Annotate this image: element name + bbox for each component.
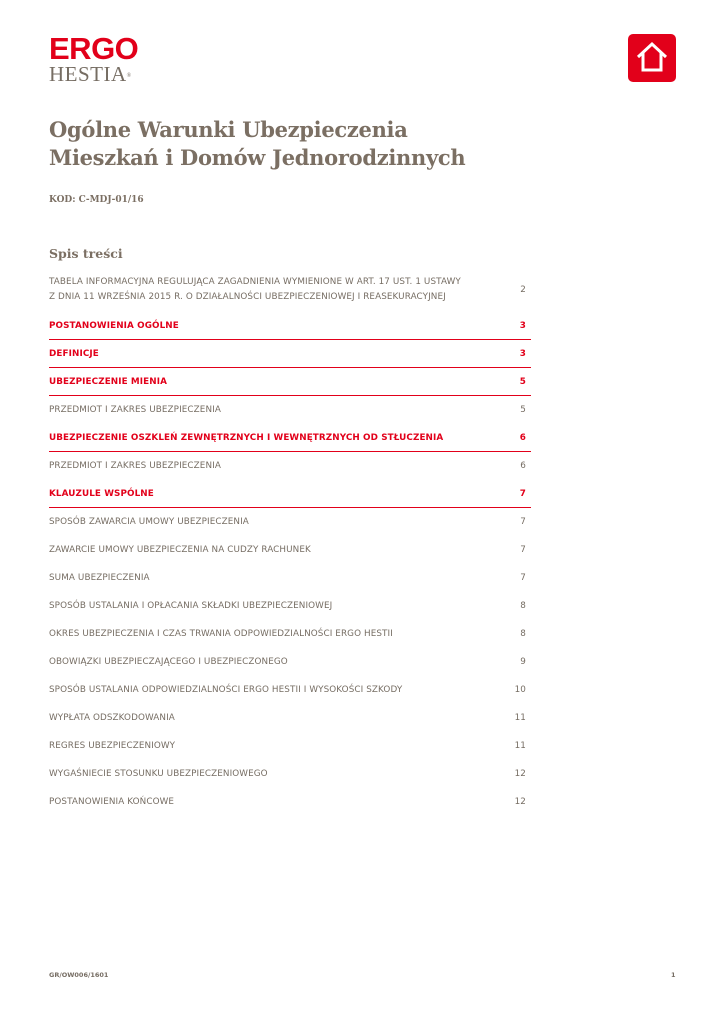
toc-item-page: 7 xyxy=(520,545,526,555)
toc-item[interactable] xyxy=(49,648,531,676)
document-title xyxy=(49,116,465,172)
toc-item-page: 9 xyxy=(520,657,526,667)
toc-item-page: 8 xyxy=(520,629,526,639)
toc-item[interactable] xyxy=(49,676,531,704)
toc-item-label xyxy=(49,275,461,305)
toc-item-page: 6 xyxy=(520,461,526,471)
toc-item-page: 12 xyxy=(514,797,526,807)
footer-page-number: 1 xyxy=(671,971,676,979)
toc-item-label: ZAWARCIE UMOWY UBEZPIECZENIA NA CUDZY RACHUNEK xyxy=(49,545,311,555)
toc-item-page: 10 xyxy=(514,685,526,695)
toc-item-page: 5 xyxy=(520,405,526,415)
toc-item[interactable] xyxy=(49,312,531,340)
toc-item-page: 7 xyxy=(519,488,526,499)
toc-item-page: 7 xyxy=(520,573,526,583)
toc-item-list xyxy=(49,312,531,816)
logo-ergo-text: ERGO xyxy=(49,31,139,66)
home-button[interactable] xyxy=(628,34,676,82)
toc-item[interactable] xyxy=(49,592,531,620)
toc-item-label: POSTANOWIENIA KOŃCOWE xyxy=(49,797,175,807)
toc-item-label: SPOSÓB USTALANIA I OPŁACANIA SKŁADKI UBEZPIECZENIOWEJ xyxy=(49,601,333,611)
toc-item[interactable] xyxy=(49,788,531,816)
toc-item-page: 2 xyxy=(520,285,526,295)
toc-item[interactable] xyxy=(49,340,531,368)
toc-item[interactable] xyxy=(49,732,531,760)
toc-item[interactable] xyxy=(49,396,531,424)
registered-mark: ® xyxy=(126,73,132,79)
toc-item-label: REGRES UBEZPIECZENIOWY xyxy=(49,741,176,751)
toc-item-label: UBEZPIECZENIE MIENIA xyxy=(49,376,167,387)
logo-hestia-word: HESTIA xyxy=(49,62,127,86)
toc-item[interactable] xyxy=(49,480,531,508)
toc-item[interactable] xyxy=(49,620,531,648)
ergo-hestia-logo xyxy=(49,33,138,84)
toc-item-label: DEFINICJE xyxy=(49,348,99,359)
toc-item[interactable] xyxy=(49,452,531,480)
toc-item-label: SPOSÓB ZAWARCIA UMOWY UBEZPIECZENIA xyxy=(49,517,249,527)
toc-item-label: PRZEDMIOT I ZAKRES UBEZPIECZENIA xyxy=(49,405,221,415)
toc-item[interactable] xyxy=(49,760,531,788)
toc-intro-line-2: Z DNIA 11 WRZEŚNIA 2015 R. O DZIAŁALNOŚCI UBEZPIECZENIOWEJ I REASEKURACYJNEJ xyxy=(49,292,446,302)
toc-item-page: 11 xyxy=(514,741,526,751)
home-icon xyxy=(635,40,669,74)
toc-item-page: 6 xyxy=(519,432,526,443)
toc-item-label: SUMA UBEZPIECZENIA xyxy=(49,573,150,583)
logo-hestia-text xyxy=(49,64,138,84)
title-line-1: Ogólne Warunki Ubezpieczenia xyxy=(49,117,408,142)
toc-item-label: WYPŁATA ODSZKODOWANIA xyxy=(49,713,175,723)
toc-intro-line-1: TABELA INFORMACYJNA REGULUJĄCA ZAGADNIENIA WYMIENIONE W ART. 17 UST. 1 USTAWY xyxy=(49,277,461,287)
document-code: KOD: C-MDJ-01/16 xyxy=(49,195,144,205)
toc-item[interactable] xyxy=(49,368,531,396)
toc-item[interactable] xyxy=(49,536,531,564)
toc-item-label: KLAUZULE WSPÓLNE xyxy=(49,488,154,499)
toc-item-intro[interactable] xyxy=(49,270,531,312)
footer-document-code: GR/OW006/1601 xyxy=(49,971,109,979)
toc-item[interactable] xyxy=(49,424,531,452)
title-line-2: Mieszkań i Domów Jednorodzinnych xyxy=(49,145,466,170)
toc-item-label: POSTANOWIENIA OGÓLNE xyxy=(49,320,179,331)
toc-item[interactable] xyxy=(49,508,531,536)
toc-item-label: UBEZPIECZENIE OSZKLEŃ ZEWNĘTRZNYCH I WEWNĘTRZNYCH OD STŁUCZENIA xyxy=(49,432,444,443)
toc-item-page: 7 xyxy=(520,517,526,527)
toc-item-page: 12 xyxy=(514,769,526,779)
toc-item[interactable] xyxy=(49,704,531,732)
toc-item-page: 11 xyxy=(514,713,526,723)
toc-item-label: PRZEDMIOT I ZAKRES UBEZPIECZENIA xyxy=(49,461,221,471)
toc-item-label: OBOWIĄZKI UBEZPIECZAJĄCEGO I UBEZPIECZONEGO xyxy=(49,657,288,667)
toc-item-label: SPOSÓB USTALANIA ODPOWIEDZIALNOŚCI ERGO HESTII I WYSOKOŚCI SZKODY xyxy=(49,685,403,695)
toc-item-page: 3 xyxy=(519,320,526,331)
toc-item-label: OKRES UBEZPIECZENIA I CZAS TRWANIA ODPOWIEDZIALNOŚCI ERGO HESTII xyxy=(49,629,393,639)
toc-item-page: 5 xyxy=(519,376,526,387)
toc-item-label: WYGAŚNIECIE STOSUNKU UBEZPIECZENIOWEGO xyxy=(49,769,268,779)
toc-item-page: 8 xyxy=(520,601,526,611)
toc-item[interactable] xyxy=(49,564,531,592)
table-of-contents xyxy=(49,270,531,816)
toc-item-page: 3 xyxy=(519,348,526,359)
toc-heading: Spis treści xyxy=(49,246,123,261)
